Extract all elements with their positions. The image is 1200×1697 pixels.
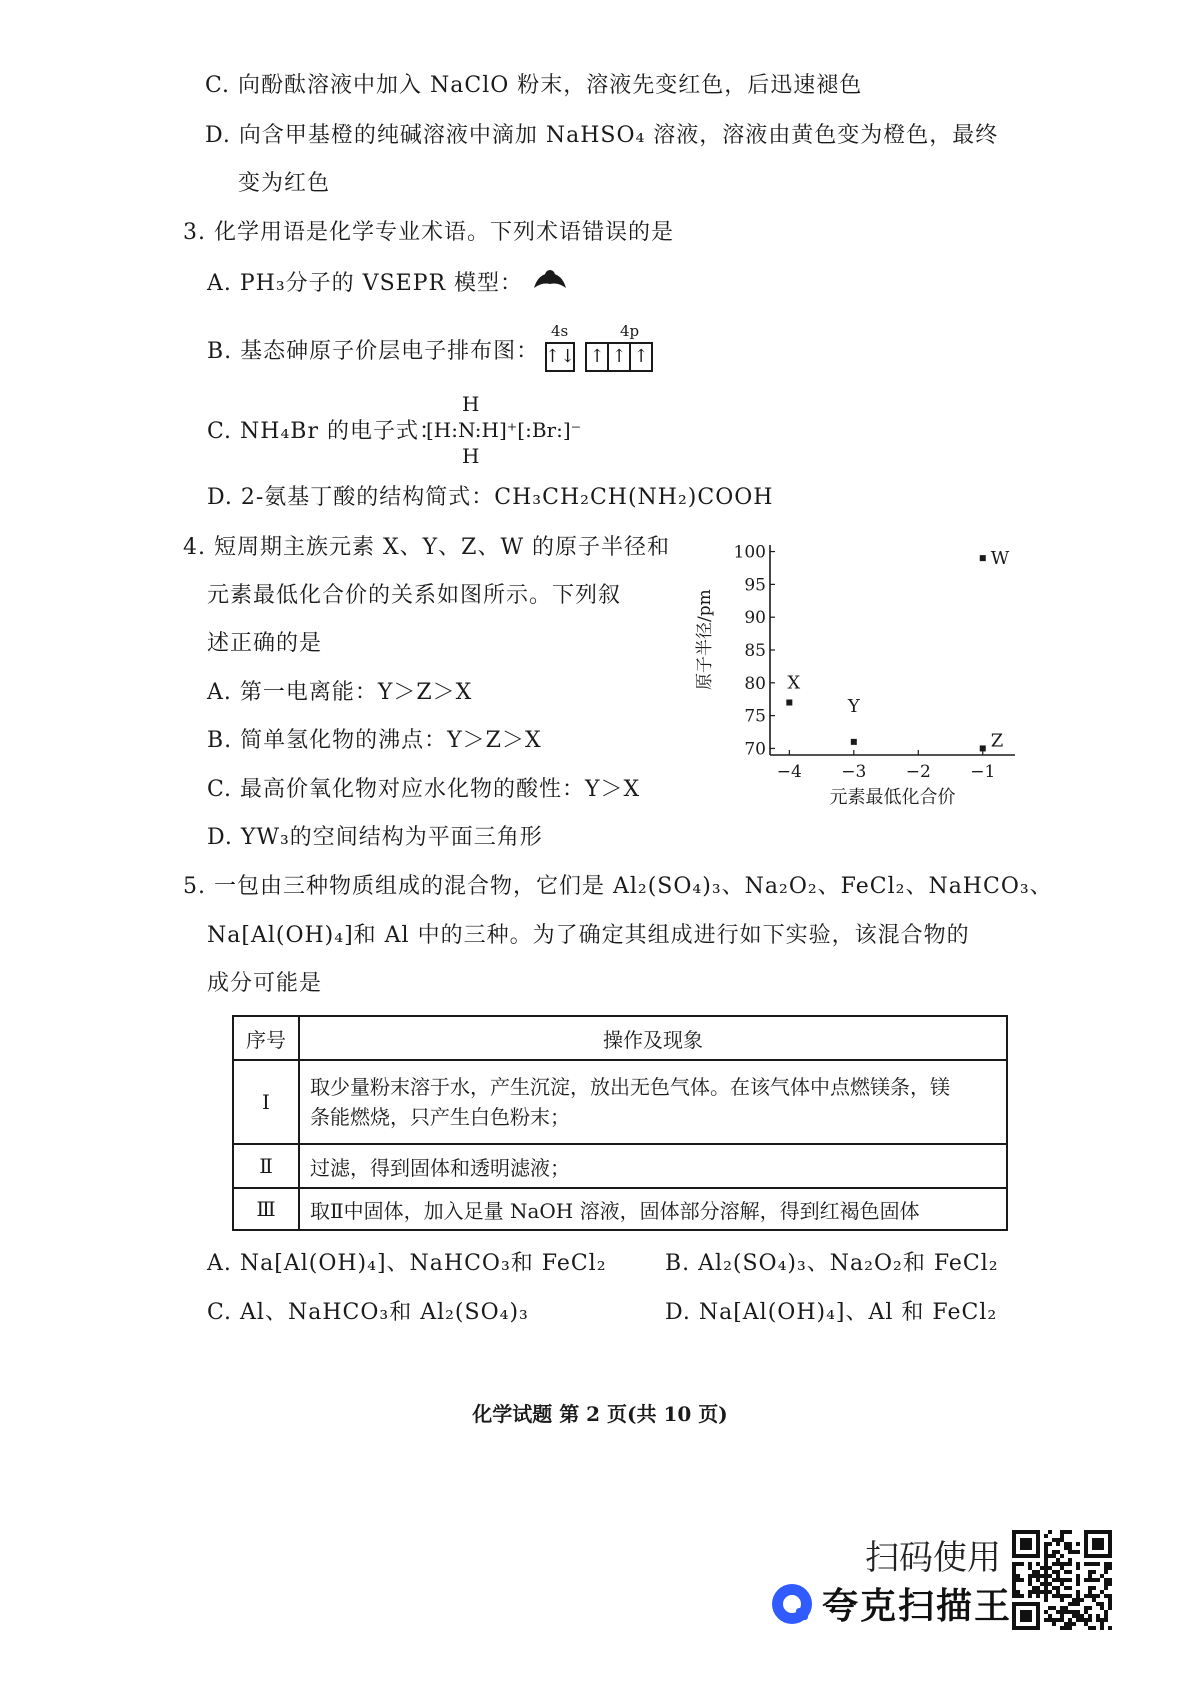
data-point-label-x: X (787, 672, 801, 694)
q5-option-c: C. Al、NaHCO₃和 Al₂(SO₄)₃ (207, 1300, 529, 1325)
chart-points (786, 548, 1009, 751)
q5-stem-line1: 5. 一包由三种物质组成的混合物，它们是 Al₂(SO₄)₃、Na₂O₂、FeCl₂、NaHCO₃、 (183, 874, 1053, 899)
data-point-label-y: Y (847, 695, 860, 717)
table-row (233, 1144, 1007, 1188)
table-cell-no: Ⅰ (233, 1060, 299, 1144)
x-tick-label: −1 (970, 762, 996, 782)
orbital-4p-label: 4p (620, 322, 640, 340)
q4-stem-line3: 述正确的是 (207, 631, 323, 656)
q4-option-a: A. 第一电离能：Y＞Z＞X (207, 680, 473, 705)
orbital-box: ↑ (631, 342, 653, 372)
table-header-no: 序号 (233, 1016, 299, 1060)
table-row (233, 1060, 1007, 1144)
y-tick-label: 95 (744, 575, 766, 596)
q3-option-a: A. PH₃分子的 VSEPR 模型： (207, 271, 524, 296)
q3-stem: 3. 化学用语是化学专业术语。下列术语错误的是 (183, 220, 674, 245)
data-point-y (851, 739, 857, 745)
q5-stem-line3: 成分可能是 (207, 971, 323, 996)
operations-table (232, 1015, 1008, 1231)
q4-option-c: C. 最高价氧化物对应水化物的酸性：Y＞X (207, 777, 641, 802)
y-tick-label: 80 (744, 673, 766, 694)
data-point-label-z: Z (990, 730, 1004, 752)
q2-option-c: C. 向酚酞溶液中加入 NaClO 粉末，溶液先变红色，后迅速褪色 (205, 73, 863, 98)
vsepr-model-icon (530, 268, 570, 292)
quark-logo-icon (770, 1582, 814, 1626)
q5-option-d: D. Na[Al(OH)₄]、Al 和 FeCl₂ (665, 1300, 998, 1325)
table-header-ops: 操作及现象 (299, 1016, 1007, 1060)
x-tick-label: −3 (841, 762, 867, 782)
electron-formula-top-h: H (462, 392, 480, 416)
y-tick-label: 75 (744, 706, 766, 727)
data-point-x (786, 700, 792, 706)
chart-x-axis-label: 元素最低化合价 (829, 787, 956, 808)
q4-stem-line2: 元素最低化合价的关系如图所示。下列叙 (207, 583, 622, 608)
table-cell-no: Ⅲ (233, 1188, 299, 1230)
orbital-box: ↑ (609, 342, 631, 372)
page-footer: 化学试题 第 2 页(共 10 页) (472, 1402, 728, 1426)
table-cell-no: Ⅱ (233, 1144, 299, 1188)
scanner-brand-name: 夸克扫描王 (822, 1586, 1013, 1627)
qr-code-icon (1012, 1530, 1112, 1630)
q4-option-d: D. YW₃的空间结构为平面三角形 (207, 825, 543, 850)
q3-option-d: D. 2-氨基丁酸的结构简式：CH₃CH₂CH(NH₂)COOH (207, 485, 774, 510)
q5-stem-line2: Na[Al(OH)₄]和 Al 中的三种。为了确定其组成进行如下实验，该混合物的 (207, 923, 970, 948)
q5-option-a: A. Na[Al(OH)₄]、NaHCO₃和 FeCl₂ (207, 1251, 607, 1276)
y-tick-label: 70 (744, 739, 766, 760)
table-cell-text: 条能燃烧，只产生白色粉末； (310, 1105, 570, 1129)
table-header-row (233, 1016, 1007, 1060)
scan-to-use-text: 扫码使用 (865, 1538, 1001, 1578)
radius-valence-chart (690, 530, 1030, 810)
x-tick-label: −4 (776, 762, 802, 782)
table-cell-text: 取少量粉末溶于水，产生沉淀，放出无色气体。在该气体中点燃镁条，镁 (310, 1075, 950, 1099)
q4-stem-line1: 4. 短周期主族元素 X、Y、Z、W 的原子半径和 (183, 535, 671, 560)
chart-y-axis-label: 原子半径/pm (695, 589, 715, 690)
scanner-brand (770, 1578, 1012, 1629)
data-point-w (980, 555, 986, 561)
table-cell-ops (299, 1060, 1007, 1144)
electron-formula-bottom-h: H (462, 444, 480, 468)
y-tick-label: 85 (744, 641, 766, 661)
chart-y-ticks (734, 543, 775, 760)
orbital-box: ↑↓ (545, 342, 575, 372)
data-point-z (980, 745, 986, 751)
table-cell-ops: 取Ⅱ中固体，加入足量 NaOH 溶液，固体部分溶解，得到红褐色固体 (299, 1188, 1007, 1230)
q2-option-d-line1: D. 向含甲基橙的纯碱溶液中滴加 NaHSO₄ 溶液，溶液由黄色变为橙色，最终 (205, 123, 999, 148)
q3-option-b: B. 基态砷原子价层电子排布图： (207, 339, 540, 364)
orbital-4s-boxes (545, 342, 575, 372)
y-tick-label: 100 (733, 542, 766, 563)
table-cell-ops: 过滤，得到固体和透明滤液； (299, 1144, 1007, 1188)
y-tick-label: 90 (744, 608, 766, 629)
q4-option-b: B. 简单氢化物的沸点：Y＞Z＞X (207, 728, 542, 753)
data-point-label-w: W (990, 548, 1010, 570)
electron-formula-main: [H:N:H]⁺[:Br:]⁻ (426, 418, 582, 442)
orbital-4p-boxes (585, 342, 653, 372)
q3-option-c: C. NH₄Br 的电子式： (207, 419, 442, 444)
orbital-box: ↑ (585, 342, 609, 372)
q5-option-b: B. Al₂(SO₄)₃、Na₂O₂和 FeCl₂ (665, 1251, 999, 1276)
q2-option-d-line2: 变为红色 (238, 171, 331, 196)
orbital-4s-label: 4s (551, 322, 569, 340)
x-tick-label: −2 (905, 762, 931, 782)
chart-axes (770, 545, 1015, 755)
table-row (233, 1188, 1007, 1230)
